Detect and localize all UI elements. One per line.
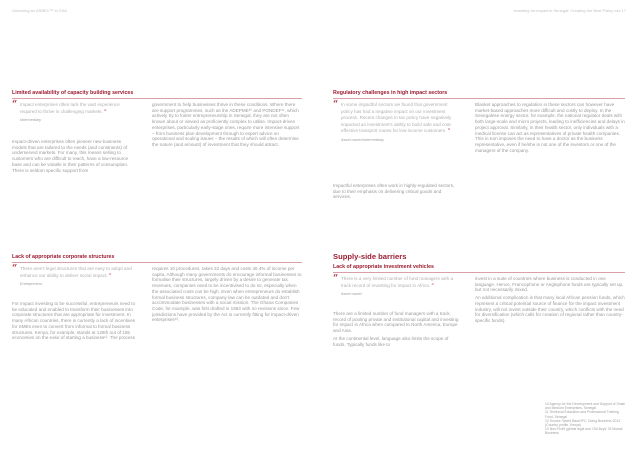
quote-source: Asset owner (341, 292, 362, 297)
section-divider (12, 98, 302, 99)
section-title-corporate-structures: Lack of appropriate corporate structures (12, 254, 115, 260)
quote-text: In some impactful sectors we found that government policy has had a negative impact on our investment process. Recent changes in tax policy have negatively impacted an investment's ability to build safe and cost-effective transport routes for low-income customers. (341, 102, 452, 134)
quote-text: There is a very limited number of fund managers with a track record of investing for impact in Africa. (341, 276, 454, 288)
open-quote-icon: “ (12, 100, 18, 110)
open-quote-icon: “ (333, 274, 339, 284)
body-text-column (333, 311, 459, 349)
body-text: For impact investing to be successful, entrepreneurs need to be educated and enabled to transform their businesses into corporate structures that are appropriate for investment. In many African countries, there is currently a lack of incentives for SMEs even to convert from informal to formal business structures. Kenya, for example, stands at 126th out of 185 economies on the ease of starting a business¹². The process (12, 301, 136, 341)
footnotes (545, 402, 627, 436)
paragraph: There are a limited number of fund managers with a track record of pooling private and institutional capital and investing for impact in Africa when compared to North America, Europe and Asia. (333, 311, 459, 334)
section-divider (333, 272, 625, 273)
close-quote-icon: ” (108, 273, 112, 279)
body-text: requires 10 procedures, takes 32 days and costs 40.4% of income per capita. Although many governments do encourage informal businesses to formalise their structures, largely driven by a desire to generate tax revenues, companies need to be incentivised to do so, especially when the associated costs can be high. Even when entrepreneurs do establish formal business structures, company law can be outdated and don't accommodate businesses with a social mission. The Ghana Companies Code, for example, was first drafted in 1963 with no revisions since. Few jurisdictions have provided by the Act is currently fitting for impact-driven enterprises¹³. (152, 266, 302, 323)
open-quote-icon: “ (12, 264, 18, 274)
section-divider (12, 262, 302, 263)
section-title-capacity-building: Limited availability of capacity building services (12, 90, 134, 96)
footnote: 10 Agency for the Development and Support of Small and Medium Enterprises, Senegal (545, 402, 625, 411)
section-title-regulatory: Regulatory challenges in high impact sectors (333, 90, 448, 96)
open-quote-icon: “ (333, 100, 339, 110)
quote-source: Asset owner/Intermediary (341, 137, 385, 142)
pull-quote (333, 102, 459, 142)
running-header-left: Unlocking an ASBEC™ in SSA (12, 8, 67, 13)
quote-source: Entrepreneur (20, 282, 43, 287)
body-text: Impactful enterprises often work in highly-regulated sectors, due to their emphasis on delivering critical goods and services. (333, 183, 455, 200)
section-title-investment-vehicles: Lack of appropriate investment vehicles (333, 264, 434, 270)
pull-quote (12, 266, 136, 286)
supply-side-barriers-heading: Supply-side barriers (333, 252, 407, 261)
running-header-right: Investing for impact in Senegal: Creating the Best Policy mix 17 (513, 8, 626, 13)
paragraph: At the continental level, language also limits the scope of funds. Typically funds like to (333, 335, 449, 347)
body-text: government to help businesses thrive in these conditions. Where there are support programmes, such as the ADEPME¹⁰ and PONDEF¹¹, which actively try to foster entrepreneurship in Senegal, they are not often known about or viewed as proficiently complex to utilise. Impact-driven enterprises, particularly early-stage ones, require more intensive support – from business plan development through to expert advice on operational and scaling issues – the results of which will often determine the nature (and amount) of investment that they should attract. (152, 102, 300, 147)
body-text: Impact-driven enterprises often pioneer new business models that are tailored to the needs (and constraints) of underserved markets. For many, this means selling to customers who are difficult to reach, have a low-resource base and can be volatile in their patterns of consumption. There is seldom specific support from (12, 139, 129, 173)
quote-text: Impact enterprises often lack the vast experience required to thrive in challenging markets. (20, 102, 120, 114)
pull-quote (333, 276, 459, 296)
close-quote-icon: ” (447, 129, 451, 135)
quote-source: Intermediary (20, 118, 42, 123)
body-text-column (475, 276, 625, 326)
quote-text: There aren't legal structures that are easy to adopt and enhance our ability to deliver social impact. (20, 266, 132, 278)
close-quote-icon: ” (104, 109, 107, 115)
close-quote-icon: ” (431, 283, 435, 289)
paragraph: invest in a suite of countries where business is conducted in one language. Hence, Francophone or Anglophone funds are typically set up, but not necessarily mixed. (475, 276, 624, 293)
footnote: 12 Source: World Bank/IFC, Doing Business 2013 (Country profile, Kenya) (545, 418, 621, 428)
footnote: 11 Technical Education and Professional Training Fund, Senegal (545, 410, 619, 419)
pull-quote (12, 102, 136, 122)
footnote: 13 Non-Profit (global legal and 'Old Boys' Of Mutual Business (545, 427, 623, 436)
section-divider (333, 98, 625, 99)
paragraph: An additional complication is that many local African pension funds, which represent a critical potential source of finance for the impact investment industry, will not invest outside their country, which conflicts with the need for diversification (which calls for creation of regional rather than country-specific funds). (475, 295, 625, 323)
body-text: Blanket approaches to regulation in these sectors can however have market-based approaches more difficult and costly to deploy. In the Senegalese energy sector, for example, the national regulator deals with both large-scale and micro projects, leading to inefficiencies and delays in project approval. Similarly, in their health sector, only individuals with a medical license can act as representatives of private health companies. This in turn imposes the need to have a doctor as the business representative, even if he/she is not one of the investors or one of the managers of the company. (475, 102, 625, 153)
